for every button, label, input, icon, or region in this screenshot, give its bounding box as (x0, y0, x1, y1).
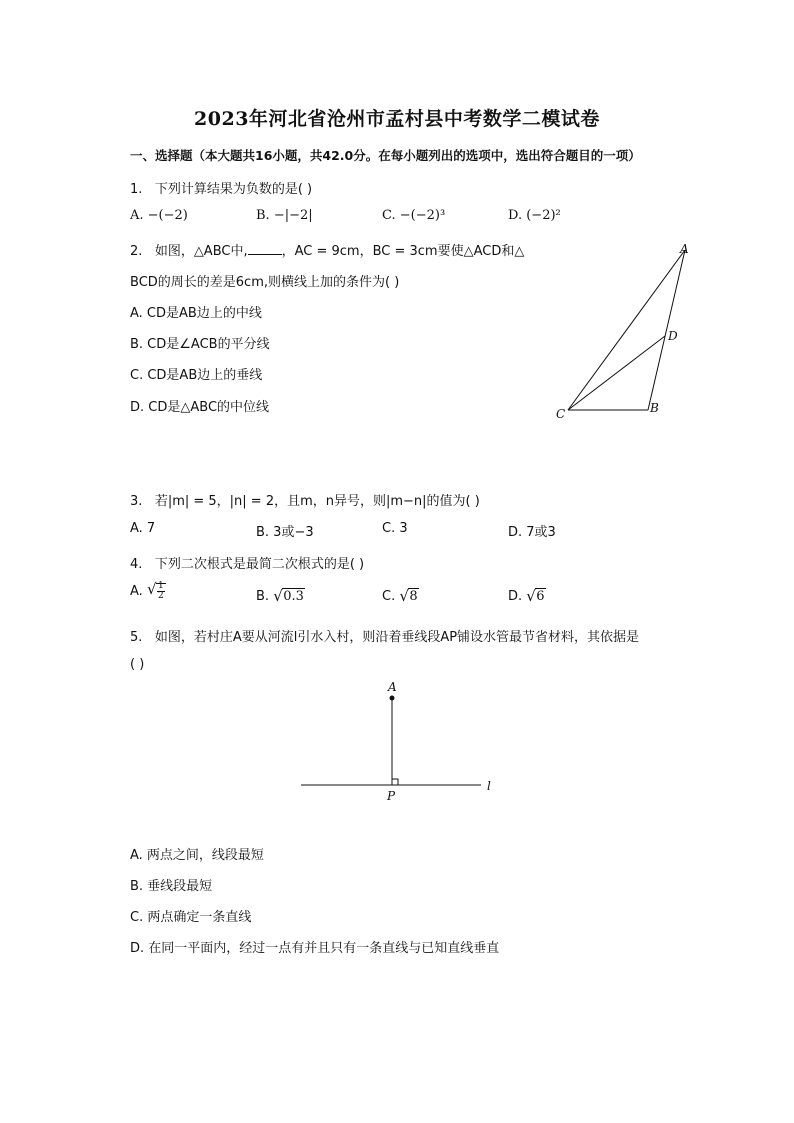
q1-option-d: D. (−2)² (508, 208, 561, 223)
page-title: 2023年河北省沧州市孟村县中考数学二模试卷 (194, 108, 600, 130)
q1-option-b: B. −|−2| (256, 208, 313, 223)
q3-option-b: B. 3或−3 (256, 525, 314, 540)
label-d: D (668, 329, 678, 343)
question-text: 下列计算结果为负数的是( ) (154, 182, 313, 197)
question-number: 2. (130, 244, 143, 259)
q4-option-b: B. √ 0.3 (256, 587, 304, 605)
question-3 (130, 490, 480, 509)
right-angle-mark (392, 779, 398, 785)
q4-option-d: D. √ 6 (508, 587, 545, 605)
question-2-line2: BCD的周长的差是6cm,则横线上加的条件为( ) (130, 275, 400, 290)
river-figure (295, 675, 505, 805)
question-text: 下列二次根式是最简二次根式的是( ) (154, 557, 365, 572)
question-text: 如图，若村庄A要从河流l引水入村，则沿着垂线段AP铺设水管最节省材料，其依据是 (154, 630, 640, 645)
question-4 (130, 553, 364, 572)
q1-option-a: A. −(−2) (130, 208, 188, 223)
q4-option-a: A. √ $\frac{1}{2}$ (130, 580, 164, 601)
question-text-part2: ，AC = 9cm，BC = 3cm要使△ACD和△ (281, 244, 525, 259)
label-p: P (387, 789, 396, 803)
question-number: 5. (130, 630, 143, 645)
label-c: C (556, 407, 566, 421)
question-2 (130, 240, 524, 259)
question-1 (130, 178, 312, 197)
q5-option-c: C. 两点确定一条直线 (130, 910, 252, 925)
label-a: A (680, 242, 689, 256)
q5-option-b: B. 垂线段最短 (130, 879, 213, 894)
q2-option-d: D. CD是△ABC的中位线 (130, 400, 270, 415)
section-heading: 一、选择题（本大题共16小题，共42.0分。在每小题列出的选项中，选出符合题目的一项） (130, 148, 641, 163)
q3-option-c: C. 3 (382, 521, 408, 536)
segment-ab (648, 250, 685, 410)
question-number: 3. (130, 494, 143, 509)
question-text-part1: 如图，△ABC中, (154, 244, 248, 259)
q3-option-d: D. 7或3 (508, 525, 556, 540)
q1-option-c: C. −(−2)³ (382, 208, 446, 223)
question-text: 若|m| = 5，|n| = 2，且m，n异号，则|m−n|的值为( ) (154, 494, 480, 509)
label-l: l (487, 779, 491, 793)
q4-option-c: C. √ 8 (382, 587, 418, 605)
triangle-figure (550, 238, 700, 428)
label-b: B (650, 401, 659, 415)
q5-option-d: D. 在同一平面内，经过一点有并且只有一条直线与已知直线垂直 (130, 941, 500, 956)
label-a: A (388, 680, 397, 694)
question-5 (130, 626, 639, 645)
q2-option-c: C. CD是AB边上的垂线 (130, 368, 263, 383)
fraction: $\frac{1}{2}$ (157, 581, 164, 601)
q2-option-b: B. CD是∠ACB的平分线 (130, 337, 270, 352)
question-number: 1. (130, 182, 143, 197)
q2-option-a: A. CD是AB边上的中线 (130, 306, 262, 321)
question-5-line2: ( ) (130, 657, 145, 672)
question-number: 4. (130, 557, 143, 572)
q3-option-a: A. 7 (130, 521, 156, 536)
q5-option-a: A. 两点之间，线段最短 (130, 848, 264, 863)
answer-blank (248, 242, 282, 255)
